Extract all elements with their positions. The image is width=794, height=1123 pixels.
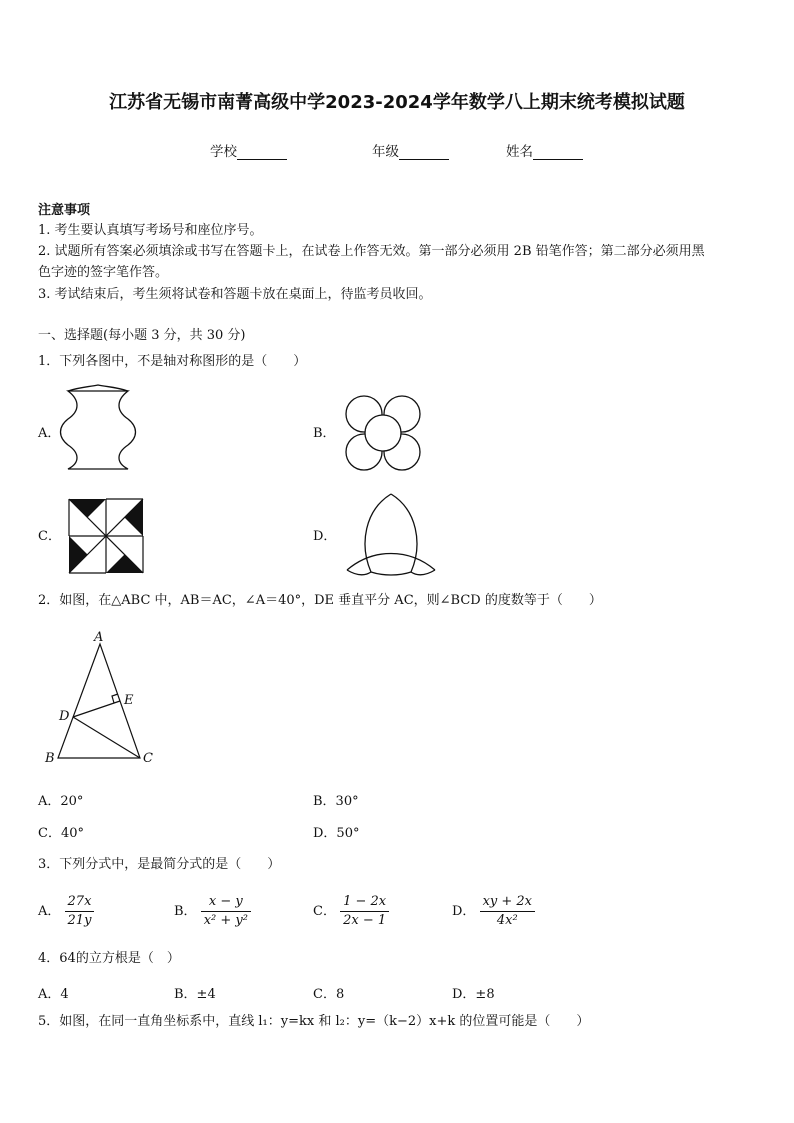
q4-option-a[interactable]: A．4 (38, 987, 69, 1002)
point-d-label: D (59, 709, 70, 724)
fraction-numerator: 27x (65, 893, 95, 912)
grade-label: 年级 (372, 144, 399, 160)
q2-option-b[interactable]: B．30° (313, 794, 359, 809)
name-field[interactable] (506, 140, 583, 160)
fraction-numerator: 1 − 2x (340, 893, 389, 912)
q3-fraction-d (480, 893, 535, 930)
notice-item-3: 3. 考试结束后，考生须将试卷和答题卡放在桌面上，待监考员收回。 (38, 287, 432, 302)
fraction-numerator: xy + 2x (480, 893, 535, 912)
q3-option-a[interactable] (38, 893, 94, 930)
q3-option-b-label: B． (174, 904, 197, 919)
q3-fraction-b (201, 893, 251, 930)
school-label: 学校 (210, 144, 237, 160)
q1-stem: 1．下列各图中，不是轴对称图形的是（ ） (38, 354, 307, 369)
fraction-denominator: 21y (67, 913, 92, 928)
point-e-label: E (124, 693, 134, 708)
point-a-label: A (94, 630, 104, 645)
notice-heading: 注意事项 (38, 203, 91, 218)
fraction-numerator: x − y (201, 893, 251, 912)
q3-option-d[interactable] (452, 893, 535, 930)
q4-option-c[interactable]: C．8 (313, 987, 345, 1002)
grade-field[interactable] (372, 140, 449, 160)
q3-option-a-label: A． (38, 904, 61, 919)
point-c-label: C (143, 751, 153, 766)
notice-item-2-cont: 色字迹的签字笔作答。 (38, 265, 169, 280)
q3-option-d-label: D． (452, 904, 476, 919)
q4-option-d[interactable]: D．±8 (452, 987, 495, 1002)
notice-item-2: 2. 试题所有答案必须填涂或书写在答题卡上，在试卷上作答无效。第一部分必须用 2B 铅笔作答；第二部分必须用黑 (38, 244, 705, 259)
fraction-denominator: 2x − 1 (343, 913, 387, 928)
q2-stem: 2．如图，在△ABC 中，AB＝AC，∠A＝40°，DE 垂直平分 AC，则∠BCD 的度数等于（ ） (38, 593, 602, 608)
q1-figure-d (343, 492, 439, 576)
q1-figure-b (343, 393, 423, 473)
q4-stem: 4．64的立方根是（ ） (38, 951, 180, 966)
q3-fraction-a (65, 893, 95, 930)
point-b-label: B (45, 751, 55, 766)
q5-stem: 5．如图，在同一直角坐标系中，直线 l₁：y=kx 和 l₂：y=（k−2）x+k 的位置可能是（ ） (38, 1014, 590, 1029)
q3-stem: 3．下列分式中，是最简分式的是（ ） (38, 857, 281, 872)
notice-item-1: 1. 考生要认真填写考场号和座位序号。 (38, 223, 263, 238)
fraction-denominator: 4x² (496, 913, 518, 928)
q3-fraction-c (340, 893, 389, 930)
school-field[interactable] (210, 140, 287, 160)
q2-option-a[interactable]: A．20° (38, 794, 84, 809)
fraction-denominator: x² + y² (203, 913, 248, 928)
q1-figure-a (66, 385, 130, 475)
section-heading: 一、选择题(每小题 3 分，共 30 分) (38, 328, 246, 343)
q1-option-b-label[interactable]: B． (313, 426, 336, 441)
q1-option-a-label[interactable]: A． (38, 426, 61, 441)
q3-option-c-label: C． (313, 904, 336, 919)
q2-option-d[interactable]: D．50° (313, 826, 360, 841)
q2-option-c[interactable]: C．40° (38, 826, 84, 841)
q4-option-b[interactable]: B．±4 (174, 987, 216, 1002)
name-label: 姓名 (506, 144, 533, 160)
q1-option-d-label[interactable]: D． (313, 529, 337, 544)
q3-option-b[interactable] (174, 893, 251, 930)
q1-figure-c (68, 498, 144, 574)
q3-option-c[interactable] (313, 893, 389, 930)
page-title: 江苏省无锡市南菁高级中学2023-2024学年数学八上期末统考模拟试题 (109, 92, 685, 113)
q1-option-c-label[interactable]: C． (38, 529, 61, 544)
